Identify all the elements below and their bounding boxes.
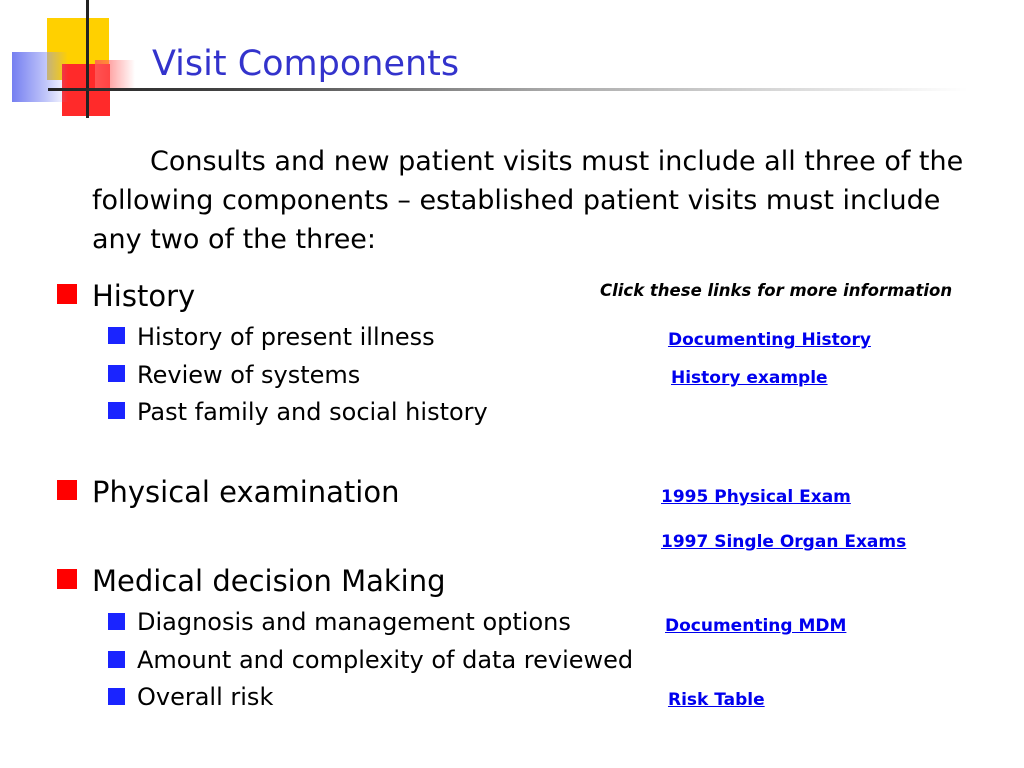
- link-1997-single-organ-exams[interactable]: 1997 Single Organ Exams: [661, 532, 907, 552]
- item-history: History: [92, 279, 196, 313]
- logo-vertical-line: [86, 0, 89, 118]
- links-note: Click these links for more information: [600, 281, 953, 300]
- sub-bullet-square-icon: [108, 365, 125, 382]
- sub-bullet-square-icon: [108, 327, 125, 344]
- link-1995-physical-exam[interactable]: 1995 Physical Exam: [661, 487, 851, 507]
- item-history-present-illness: History of present illness: [137, 323, 435, 351]
- slide-title: Visit Components: [152, 44, 460, 84]
- sub-bullet-square-icon: [108, 402, 125, 419]
- link-history-example[interactable]: History example: [671, 368, 828, 388]
- bullet-square-icon: [57, 569, 77, 589]
- item-review-of-systems: Review of systems: [137, 361, 361, 389]
- item-diagnosis-management: Diagnosis and management options: [137, 608, 571, 636]
- item-amount-complexity: Amount and complexity of data reviewed: [137, 646, 634, 674]
- bullet-square-icon: [57, 480, 77, 500]
- link-documenting-history[interactable]: Documenting History: [668, 330, 871, 350]
- logo-blue-square: [12, 52, 68, 102]
- link-risk-table[interactable]: Risk Table: [668, 690, 765, 710]
- logo-red-fade: [95, 60, 135, 90]
- bullet-square-icon: [57, 284, 77, 304]
- item-mdm: Medical decision Making: [92, 564, 446, 598]
- title-underline: [48, 88, 968, 91]
- item-overall-risk: Overall risk: [137, 683, 274, 711]
- sub-bullet-square-icon: [108, 651, 125, 668]
- item-physical-exam: Physical examination: [92, 475, 400, 509]
- item-past-family-social: Past family and social history: [137, 398, 488, 426]
- intro-text: Consults and new patient visits must include all three of the following components – established patient visits must include any two of the three:: [92, 146, 964, 255]
- sub-bullet-square-icon: [108, 688, 125, 705]
- link-documenting-mdm[interactable]: Documenting MDM: [665, 616, 847, 636]
- intro-paragraph: [92, 142, 992, 259]
- sub-bullet-square-icon: [108, 613, 125, 630]
